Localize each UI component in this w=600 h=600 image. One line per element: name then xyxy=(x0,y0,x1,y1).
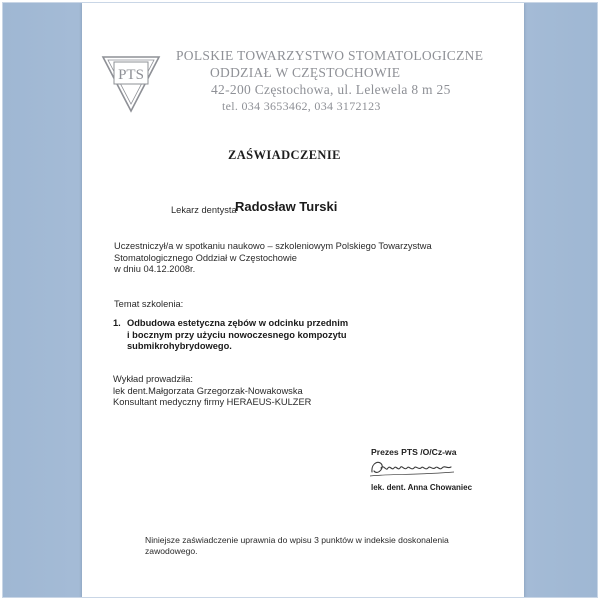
paragraph-line: Uczestniczył/a w spotkaniu naukowo – szkoleniowym Polskiego Towarzystwa xyxy=(114,241,432,251)
lecturer-line: lek dent.Małgorzata Grzegorzak-Nowakowska xyxy=(113,385,303,396)
pts-logo xyxy=(100,53,162,113)
lecturer-line: Konsultant medyczny firmy HERAEUS-KULZER xyxy=(113,397,312,407)
certificate-page xyxy=(82,3,524,598)
paragraph-line: w dniu 04.12.2008r. xyxy=(114,264,196,274)
topic-text xyxy=(127,318,387,353)
phone: tel. 034 3653462, 034 3172123 xyxy=(222,99,381,113)
topic-line: submikrohybrydowego. xyxy=(127,341,232,351)
address: 42-200 Częstochowa, ul. Lelewela 8 m 25 xyxy=(211,82,451,97)
topic-line: i bocznym przy użyciu nowoczesnego kompozytu xyxy=(127,329,347,340)
footer-line: Niniejsze zaświadczenie uprawnia do wpisu 3 punktów w indeksie doskonalenia xyxy=(145,535,449,545)
recipient-name: Radosław Turski xyxy=(235,199,338,214)
logo-text: PTS xyxy=(118,67,144,83)
viewer-frame xyxy=(2,2,598,598)
signer-name: lek. dent. Anna Chowaniec xyxy=(371,483,473,492)
branch-name: ODDZIAŁ W CZĘSTOCHOWIE xyxy=(210,65,401,80)
society-name: POLSKIE TOWARZYSTWO STOMATOLOGICZNE xyxy=(176,48,484,63)
footer-line: zawodowego. xyxy=(145,546,198,556)
attendance-paragraph xyxy=(114,241,474,276)
recipient-label: Lekarz dentysta xyxy=(171,205,237,215)
lecturer-line: Wykład prowadziła: xyxy=(113,374,194,384)
topic-number: 1. xyxy=(113,318,121,328)
president-title: Prezes PTS /O/Cz-wa xyxy=(371,447,457,457)
document-title: ZAŚWIADCZENIE xyxy=(228,148,341,162)
handwritten-signature xyxy=(368,456,460,480)
lecturer-block xyxy=(113,374,311,409)
topic-label: Temat szkolenia: xyxy=(114,299,184,309)
footer-note xyxy=(145,535,475,557)
topic-line: Odbudowa estetyczna zębów w odcinku przednim xyxy=(127,318,349,328)
paragraph-line: Stomatologicznego Oddział w Częstochowie xyxy=(114,252,297,263)
